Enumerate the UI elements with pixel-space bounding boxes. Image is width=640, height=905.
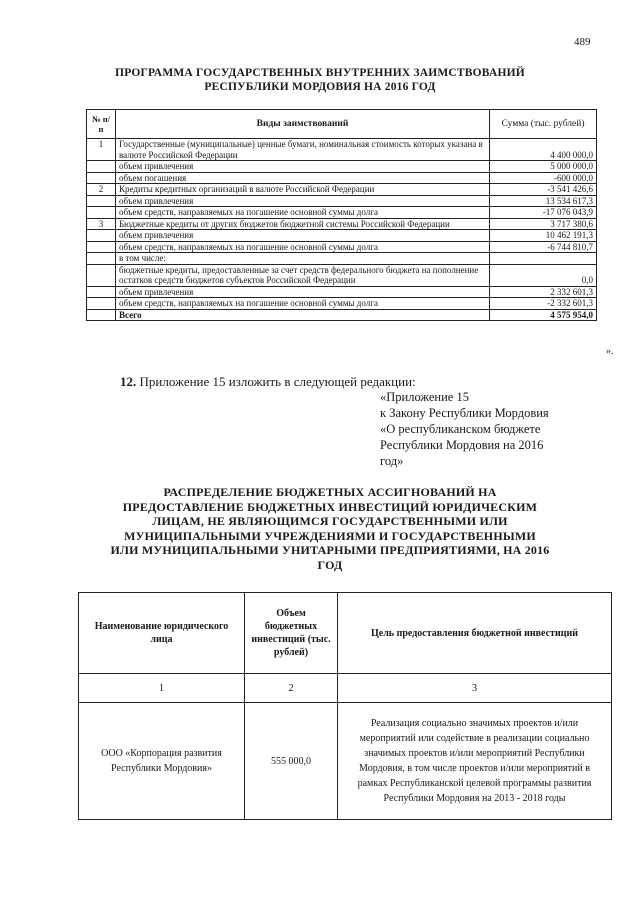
- column-number: 1: [79, 674, 245, 703]
- row-number: [87, 207, 116, 219]
- total-label: Всего: [116, 309, 490, 321]
- row-label: объем привлечения: [116, 195, 490, 207]
- row-label: Кредиты кредитных организаций в валюте Российской Федерации: [116, 184, 490, 196]
- row-number: 1: [87, 139, 116, 161]
- row-label: Государственные (муниципальные) ценные бумаги, номинальная стоимость которых указана в валюте Российской Федерации: [116, 139, 490, 161]
- allocation-table: [78, 592, 612, 820]
- header-num: № п/п: [87, 110, 116, 139]
- table-row: [87, 253, 597, 265]
- appendix-line: «О республиканском бюджете: [380, 422, 541, 436]
- table-row: [87, 298, 597, 310]
- row-label: объем погашения: [116, 172, 490, 184]
- row-number: [87, 286, 116, 298]
- appendix-line: к Закону Республики Мордовия: [380, 406, 549, 420]
- table-row: [79, 703, 612, 820]
- row-sum: 10 462 191,3: [490, 230, 597, 242]
- title-line: ИЛИ МУНИЦИПАЛЬНЫМИ УНИТАРНЫМИ ПРЕДПРИЯТИЯМИ, НА 2016: [110, 543, 550, 557]
- title-line: РАСПРЕДЕЛЕНИЕ БЮДЖЕТНЫХ АССИГНОВАНИЙ НА: [163, 485, 497, 499]
- title-line: ПРЕДОСТАВЛЕНИЕ БЮДЖЕТНЫХ ИНВЕСТИЦИЙ ЮРИДИЧЕСКИМ: [122, 499, 538, 514]
- row-sum: [490, 253, 597, 265]
- page-number: 489: [574, 36, 591, 48]
- title-line: РЕСПУБЛИКИ МОРДОВИЯ НА 2016 ГОД: [204, 81, 436, 93]
- header-purpose: Цель предоставления бюджетной инвестиций: [338, 593, 612, 674]
- row-number: [87, 241, 116, 253]
- row-number: [87, 230, 116, 242]
- header-entity: Наименование юридического лица: [79, 593, 245, 674]
- row-sum: -2 332 601,3: [490, 298, 597, 310]
- appendix-line: Республики Мордовия на 2016: [380, 438, 544, 452]
- row-sum: 3 717 380,6: [490, 218, 597, 230]
- appendix-line: «Приложение 15: [380, 390, 469, 404]
- row-label: бюджетные кредиты, предоставленные за счет средств федерального бюджета на пополнение остатков средств бюджетов субъектов Российской Федерации: [116, 264, 490, 286]
- title-line: ГОД: [317, 557, 343, 572]
- total-sum: 4 575 954,0: [490, 309, 597, 321]
- row-number: [87, 253, 116, 265]
- row-number: [87, 172, 116, 184]
- table-row: [87, 161, 597, 173]
- table-row: [87, 264, 597, 286]
- row-sum: -600 000,0: [490, 172, 597, 184]
- table-row: [87, 218, 597, 230]
- row-number: [87, 264, 116, 286]
- title-line: МУНИЦИПАЛЬНЫМИ УЧРЕЖДЕНИЯМИ И ГОСУДАРСТВЕННЫМИ: [124, 528, 536, 543]
- row-label: объем средств, направляемых на погашение основной суммы долга: [116, 298, 490, 310]
- total-row: [87, 309, 597, 321]
- title-line: ЛИЦАМ, НЕ ЯВЛЯЮЩИМСЯ ГОСУДАРСТВЕННЫМИ ИЛИ: [152, 514, 508, 528]
- item-text: Приложение 15 изложить в следующей редакции:: [139, 374, 416, 389]
- row-label: в том числе:: [116, 253, 490, 265]
- row-label: Бюджетные кредиты от других бюджетов бюджетной системы Российской Федерации: [116, 218, 490, 230]
- appendix-reference: [380, 389, 620, 469]
- row-label: объем средств, направляемых на погашение основной суммы долга: [116, 241, 490, 253]
- table-row: [87, 139, 597, 161]
- item-12: [120, 374, 416, 390]
- row-sum: 0,0: [490, 264, 597, 286]
- row-sum: 2 332 601,3: [490, 286, 597, 298]
- investment-purpose: Реализация социально значимых проектов и/или мероприятий или содействие в реализации социально значимых проектов и/или мероприятий Республики Мордовия, в том числе проектов и/или мероприятий в рамках Республиканской целевой программы развития Республики Мордовия на 2013 - 2018 годы: [338, 703, 612, 820]
- row-label: объем средств, направляемых на погашение основной суммы долга: [116, 207, 490, 219]
- table-row: [87, 195, 597, 207]
- row-label: объем привлечения: [116, 161, 490, 173]
- entity-name: ООО «Корпорация развития Республики Мордовия»: [79, 703, 245, 820]
- column-number-row: [79, 674, 612, 703]
- allocation-title: [100, 485, 560, 572]
- table-row: [87, 286, 597, 298]
- row-number: 3: [87, 218, 116, 230]
- table-header-row: [87, 110, 597, 139]
- row-number: 2: [87, 184, 116, 196]
- closing-quote: ».: [606, 346, 614, 357]
- header-amount: Объем бюджетных инвестиций (тыс. рублей): [245, 593, 338, 674]
- table-row: [87, 207, 597, 219]
- row-number: [87, 161, 116, 173]
- header-type: Виды заимствований: [116, 110, 490, 139]
- row-sum: -17 076 043,9: [490, 207, 597, 219]
- borrowing-program-table: [86, 109, 597, 321]
- table-header-row: [79, 593, 612, 674]
- row-number: [87, 195, 116, 207]
- header-sum: Сумма (тыс. рублей): [490, 110, 597, 139]
- item-number: 12.: [120, 374, 137, 389]
- column-number: 2: [245, 674, 338, 703]
- row-sum: 4 400 000,0: [490, 139, 597, 161]
- investment-amount: 555 000,0: [245, 703, 338, 820]
- table-row: [87, 230, 597, 242]
- borrowing-program-title: [80, 66, 560, 94]
- row-label: объем привлечения: [116, 230, 490, 242]
- total-num: [87, 309, 116, 321]
- appendix-line: год»: [380, 454, 404, 468]
- row-sum: 13 534 617,3: [490, 195, 597, 207]
- table-row: [87, 184, 597, 196]
- row-number: [87, 298, 116, 310]
- row-sum: -6 744 810,7: [490, 241, 597, 253]
- column-number: 3: [338, 674, 612, 703]
- table-row: [87, 172, 597, 184]
- table-row: [87, 241, 597, 253]
- title-line: ПРОГРАММА ГОСУДАРСТВЕННЫХ ВНУТРЕННИХ ЗАИМСТВОВАНИЙ: [115, 67, 525, 79]
- row-sum: -3 541 426,6: [490, 184, 597, 196]
- row-sum: 5 000 000,0: [490, 161, 597, 173]
- row-label: объем привлечения: [116, 286, 490, 298]
